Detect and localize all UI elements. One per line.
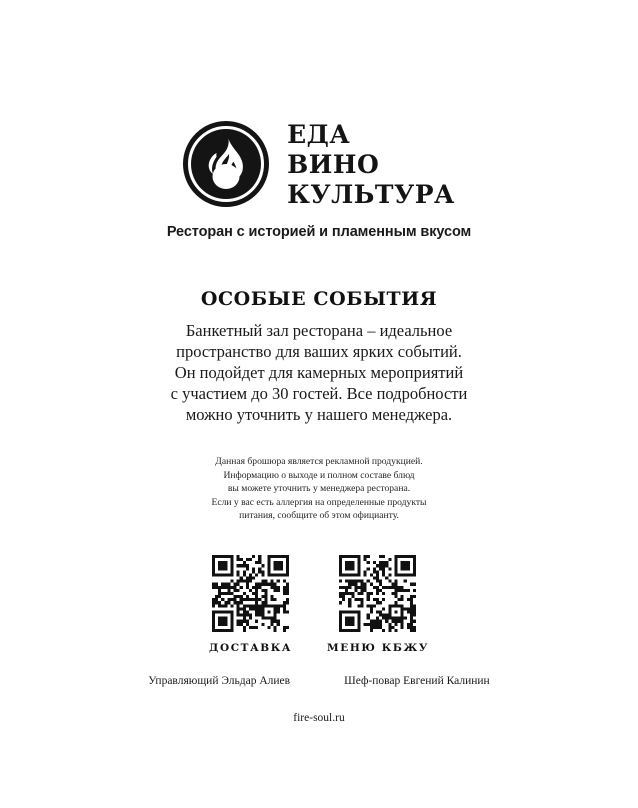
logo-lockup [183, 121, 455, 207]
disclaimer-line: питания, сообщите об этом официанту. [239, 510, 399, 521]
disclaimer-line: Если у вас есть аллергия на определенные продукты [211, 496, 427, 508]
body-line: можно уточнить у нашего менеджера. [185, 405, 453, 424]
wordmark-line-3: КУЛЬТУРА [287, 179, 455, 209]
credit-chef: Шеф-повар Евгений Калинин [344, 675, 490, 687]
brand-lockup [0, 121, 638, 207]
section-title: ОСОБЫЕ СОБЫТИЯ [200, 288, 438, 310]
qr-code-row [0, 555, 638, 654]
wordmark-line-2: ВИНО [287, 149, 380, 179]
qr-caption: МЕНЮ КБЖУ [327, 642, 429, 654]
body-line: Банкетный зал ресторана – идеальное [185, 321, 453, 340]
brand-tagline: Ресторан с историей и пламенным вкусом [166, 224, 472, 240]
flame-in-circle-icon [183, 121, 269, 207]
qr-item-menu-kbzhu[interactable] [327, 555, 429, 654]
body-line: пространство для ваших ярких событий. [176, 342, 462, 361]
qr-code-icon[interactable] [339, 555, 416, 632]
website-url: fire-soul.ru [293, 712, 345, 724]
qr-code-icon[interactable] [212, 555, 289, 632]
disclaimer-line: Данная брошюра является рекламной продукцией. [215, 456, 423, 467]
wordmark-line-1: ЕДА [287, 119, 351, 149]
disclaimer-line: Информацию о выходе и полном составе блюд [223, 469, 415, 481]
qr-item-delivery[interactable] [209, 555, 292, 654]
body-line: Он подойдет для камерных мероприятий [174, 363, 464, 382]
section-body [119, 320, 519, 425]
body-line: с участием до 30 гостей. Все подробности [170, 384, 468, 403]
wordmark [287, 119, 455, 209]
qr-caption: ДОСТАВКА [209, 642, 293, 654]
credit-manager: Управляющий Эльдар Алиев [148, 675, 291, 687]
credits-row [0, 675, 638, 687]
flame-icon [204, 138, 248, 190]
disclaimer-line: вы можете уточнить у менеджера ресторана. [227, 483, 411, 494]
legal-disclaimer [119, 455, 519, 523]
